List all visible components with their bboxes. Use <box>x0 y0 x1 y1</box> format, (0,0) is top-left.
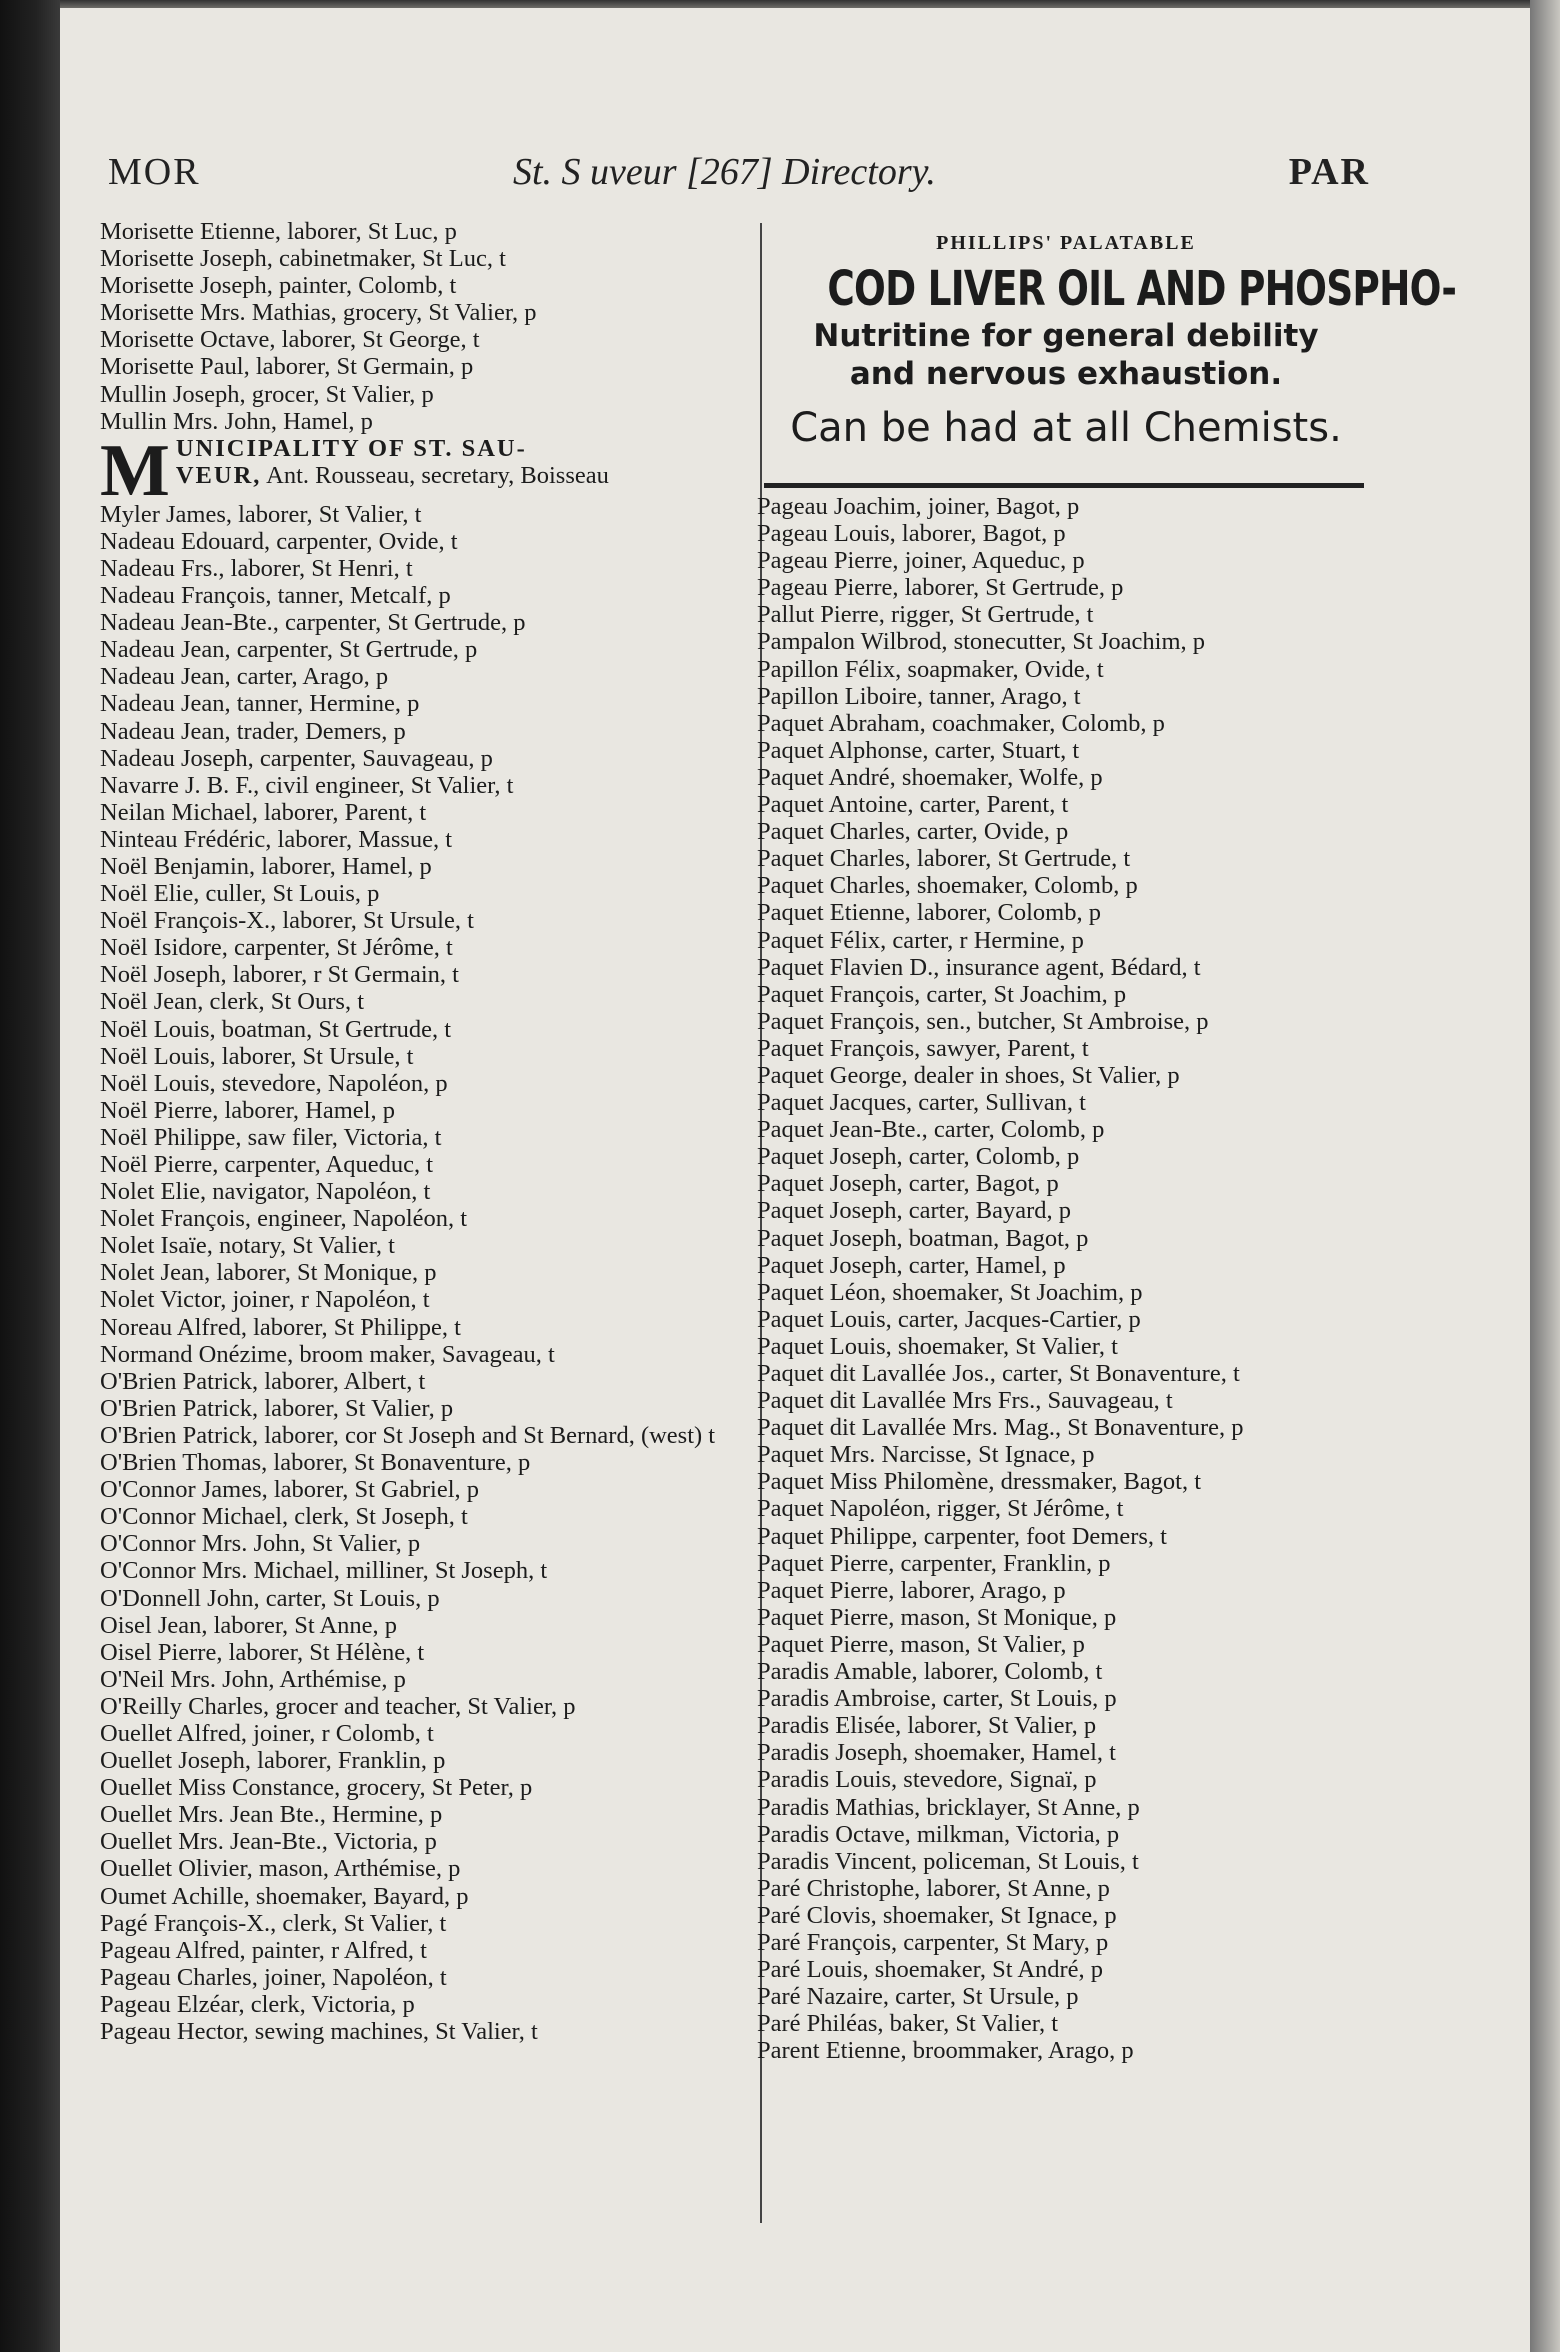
directory-entry: Oisel Pierre, laborer, St Hélène, t <box>100 1638 425 1666</box>
directory-entry: Noël Joseph, laborer, r St Germain, t <box>100 961 459 989</box>
directory-entry: O'Brien Patrick, laborer, St Valier, p <box>100 1394 454 1422</box>
directory-entry: Paquet Joseph, carter, Bagot, p <box>757 1170 1059 1198</box>
directory-entry: Paquet François, sawyer, Parent, t <box>757 1034 1089 1062</box>
directory-entry: Paré Philéas, baker, St Valier, t <box>757 2010 1059 2038</box>
ad-brand: PHILLIPS' PALATABLE <box>936 232 1196 254</box>
directory-entry: Noël Louis, stevedore, Napoléon, p <box>100 1069 448 1097</box>
directory-entry: O'Donnell John, carter, St Louis, p <box>100 1584 440 1612</box>
directory-entry: O'Connor Mrs. John, St Valier, p <box>100 1530 421 1558</box>
municipality-heading-bold: VEUR, <box>175 461 262 489</box>
header-right-guide: PAR <box>1288 151 1370 193</box>
directory-entry: Morisette Joseph, cabinetmaker, St Luc, t <box>100 245 506 273</box>
directory-entry: Morisette Mrs. Mathias, grocery, St Valier, p <box>100 299 537 327</box>
directory-entry: Noël Benjamin, laborer, Hamel, p <box>100 852 432 880</box>
directory-entry: Noël Pierre, laborer, Hamel, p <box>100 1096 395 1124</box>
directory-entry: O'Connor Michael, clerk, St Joseph, t <box>100 1503 468 1531</box>
directory-entry: Paré François, carpenter, St Mary, p <box>757 1928 1109 1956</box>
directory-entry: Paquet Pierre, laborer, Arago, p <box>757 1576 1066 1604</box>
directory-entry: Paquet Miss Philomène, dressmaker, Bagot, t <box>757 1468 1202 1496</box>
directory-entry: Noël François-X., laborer, St Ursule, t <box>100 907 474 935</box>
directory-entry: Ouellet Miss Constance, grocery, St Peter, p <box>100 1774 533 1802</box>
directory-entry: Neilan Michael, laborer, Parent, t <box>100 798 427 826</box>
directory-entry: Noël Louis, boatman, St Gertrude, t <box>100 1015 452 1043</box>
directory-entry: Pageau Joachim, joiner, Bagot, p <box>757 493 1080 520</box>
directory-entry: Paquet dit Lavallée Mrs. Mag., St Bonaventure, p <box>757 1414 1244 1442</box>
directory-entry: Noël Louis, laborer, St Ursule, t <box>100 1042 414 1070</box>
page-header <box>108 150 1370 210</box>
left-column <box>100 218 750 2045</box>
right-column <box>757 493 1377 2064</box>
directory-entry: Nadeau Joseph, carpenter, Sauvageau, p <box>100 744 493 772</box>
directory-entry: Paradis Ambroise, carter, St Louis, p <box>757 1685 1117 1713</box>
directory-entry: Paquet Abraham, coachmaker, Colomb, p <box>757 709 1165 737</box>
municipality-rest: Ant. Rousseau, secretary, Boisseau <box>261 461 609 489</box>
directory-entry: Noël Pierre, carpenter, Aqueduc, t <box>100 1151 434 1178</box>
directory-entry: Oisel Jean, laborer, St Anne, p <box>100 1611 398 1639</box>
directory-entry: Paquet Louis, shoemaker, St Valier, t <box>757 1332 1118 1360</box>
directory-entry: Myler James, laborer, St Valier, t <box>100 500 422 528</box>
directory-entry: Paquet Charles, shoemaker, Colomb, p <box>757 872 1138 900</box>
directory-entry: Pageau Pierre, joiner, Aqueduc, p <box>757 547 1085 575</box>
directory-entry: Paré Christophe, laborer, St Anne, p <box>757 1874 1110 1902</box>
directory-entry: Paquet Mrs. Narcisse, St Ignace, p <box>757 1441 1095 1469</box>
directory-entry: Ninteau Frédéric, laborer, Massue, t <box>100 825 453 853</box>
left-entries-after <box>100 501 750 2045</box>
directory-entry: Noël Philippe, saw filer, Victoria, t <box>100 1123 442 1151</box>
directory-entry: Nolet Jean, laborer, St Monique, p <box>100 1259 437 1287</box>
directory-entry: Morisette Etienne, laborer, St Luc, p <box>100 218 457 245</box>
directory-entry: Mullin Mrs. John, Hamel, p <box>100 407 373 435</box>
directory-entry: Ouellet Joseph, laborer, Franklin, p <box>100 1747 446 1775</box>
directory-entry: Paquet André, shoemaker, Wolfe, p <box>757 763 1103 791</box>
directory-entry: Paré Clovis, shoemaker, St Ignace, p <box>757 1901 1117 1929</box>
directory-entry: Navarre J. B. F., civil engineer, St Valier, t <box>100 771 514 799</box>
directory-entry: Paquet Joseph, boatman, Bagot, p <box>757 1224 1089 1252</box>
directory-entry: Pageau Louis, laborer, Bagot, p <box>757 520 1066 548</box>
directory-entry: Pageau Hector, sewing machines, St Valier, t <box>100 2018 538 2045</box>
directory-entry: Nolet Victor, joiner, r Napoléon, t <box>100 1286 430 1314</box>
ad-rule <box>764 483 1364 488</box>
directory-entry: Nadeau Frs., laborer, St Henri, t <box>100 554 413 582</box>
directory-entry: Paquet François, carter, St Joachim, p <box>757 980 1127 1008</box>
directory-entry: Ouellet Olivier, mason, Arthémise, p <box>100 1855 461 1883</box>
directory-entry: Paquet Napoléon, rigger, St Jérôme, t <box>757 1495 1124 1523</box>
directory-entry: Paquet Joseph, carter, Hamel, p <box>757 1251 1066 1279</box>
drop-cap: M <box>100 429 170 512</box>
directory-entry: Morisette Paul, laborer, St Germain, p <box>100 353 474 381</box>
directory-entry: Nadeau Edouard, carpenter, Ovide, t <box>100 527 458 555</box>
ad-product: COD LIVER OIL AND PHOSPHO- <box>827 261 1457 317</box>
directory-entry: Paradis Octave, milkman, Victoria, p <box>757 1820 1120 1848</box>
directory-entry: Paradis Louis, stevedore, Signaï, p <box>757 1766 1097 1794</box>
directory-entry: O'Neil Mrs. John, Arthémise, p <box>100 1665 406 1693</box>
directory-entry: Noël Elie, culler, St Louis, p <box>100 880 380 908</box>
directory-entry: O'Brien Patrick, laborer, cor St Joseph and St Bernard, (west) t <box>100 1421 716 1449</box>
directory-entry: Nadeau Jean-Bte., carpenter, St Gertrude, p <box>100 609 526 637</box>
directory-entry: Paquet Jacques, carter, Sullivan, t <box>757 1089 1086 1117</box>
directory-entry: O'Reilly Charles, grocer and teacher, St Valier, p <box>100 1692 576 1720</box>
directory-entry: Paquet dit Lavallée Jos., carter, St Bonaventure, t <box>757 1360 1240 1387</box>
directory-entry: Paradis Amable, laborer, Colomb, t <box>757 1658 1103 1686</box>
directory-entry: Paquet Joseph, carter, Bayard, p <box>757 1197 1072 1225</box>
directory-entry: O'Brien Thomas, laborer, St Bonaventure, p <box>100 1449 531 1477</box>
directory-entry: Noël Jean, clerk, St Ours, t <box>100 988 364 1016</box>
directory-entry: Morisette Octave, laborer, St George, t <box>100 326 480 354</box>
directory-entry: Nolet Elie, navigator, Napoléon, t <box>100 1178 431 1206</box>
left-entries-before <box>100 218 750 435</box>
directory-entry: Pagé François-X., clerk, St Valier, t <box>100 1909 447 1937</box>
directory-entry: Paquet Louis, carter, Jacques-Cartier, p <box>757 1305 1141 1333</box>
directory-entry: Paquet Félix, carter, r Hermine, p <box>757 926 1084 954</box>
directory-entry: Pageau Elzéar, clerk, Victoria, p <box>100 1990 415 2018</box>
directory-entry: Paquet Charles, carter, Ovide, p <box>757 818 1069 846</box>
directory-entry: Paradis Mathias, bricklayer, St Anne, p <box>757 1793 1140 1821</box>
directory-entry: Nolet Isaïe, notary, St Valier, t <box>100 1232 395 1260</box>
directory-entry: Ouellet Mrs. Jean-Bte., Victoria, p <box>100 1828 437 1856</box>
directory-entry: Pageau Charles, joiner, Napoléon, t <box>100 1963 447 1991</box>
directory-entry: Paquet Pierre, carpenter, Franklin, p <box>757 1549 1111 1577</box>
directory-entry: Paquet Flavien D., insurance agent, Bédard, t <box>757 953 1201 981</box>
directory-entry: Paré Nazaire, carter, St Ursule, p <box>757 1983 1079 2011</box>
ad-line-1: Nutritine for general debility <box>813 318 1319 354</box>
directory-entry: Paquet Léon, shoemaker, St Joachim, p <box>757 1278 1143 1306</box>
directory-entry: Paquet dit Lavallée Mrs Frs., Sauvageau, t <box>757 1387 1173 1415</box>
directory-entry: Nadeau François, tanner, Metcalf, p <box>100 582 451 610</box>
directory-entry: Nadeau Jean, carter, Arago, p <box>100 663 389 691</box>
header-title: St. S uveur [267] Directory. <box>513 151 936 193</box>
directory-entry: Paradis Vincent, policeman, St Louis, t <box>757 1847 1139 1875</box>
directory-entry: Paquet George, dealer in shoes, St Valier, p <box>757 1061 1180 1089</box>
municipality-heading: UNICIPALITY OF ST. SAU- <box>175 434 527 462</box>
municipality-entry <box>100 429 750 512</box>
directory-entry: O'Connor James, laborer, St Gabriel, p <box>100 1476 480 1504</box>
directory-entry: Ouellet Mrs. Jean Bte., Hermine, p <box>100 1801 443 1829</box>
directory-entry: Pallut Pierre, rigger, St Gertrude, t <box>757 601 1094 629</box>
directory-entry: Paré Louis, shoemaker, St André, p <box>757 1956 1104 1984</box>
advertisement <box>760 218 1457 488</box>
directory-entry: Pageau Alfred, painter, r Alfred, t <box>100 1936 427 1964</box>
directory-entry: Paquet Philippe, carpenter, foot Demers, t <box>757 1522 1167 1550</box>
directory-entry: Mullin Joseph, grocer, St Valier, p <box>100 380 434 408</box>
directory-entry: Paquet Alphonse, carter, Stuart, t <box>757 736 1080 764</box>
ad-line-3: Can be had at all Chemists. <box>790 405 1342 451</box>
book-binding-edge <box>0 0 60 2352</box>
directory-entry: Paquet Antoine, carter, Parent, t <box>757 791 1069 819</box>
directory-entry: Nadeau Jean, carpenter, St Gertrude, p <box>100 636 478 664</box>
directory-entry: Paquet Pierre, mason, St Monique, p <box>757 1603 1117 1631</box>
directory-entry: Pageau Pierre, laborer, St Gertrude, p <box>757 574 1124 602</box>
directory-entry: Parent Etienne, broommaker, Arago, p <box>757 2037 1134 2065</box>
directory-entry: Nolet François, engineer, Napoléon, t <box>100 1205 468 1233</box>
directory-entry: Normand Onézime, broom maker, Savageau, t <box>100 1340 555 1368</box>
directory-entry: Paquet Etienne, laborer, Colomb, p <box>757 899 1101 927</box>
directory-entry: Ouellet Alfred, joiner, r Colomb, t <box>100 1719 434 1747</box>
directory-entry: O'Connor Mrs. Michael, milliner, St Joseph, t <box>100 1557 548 1585</box>
directory-entry: Paquet Charles, laborer, St Gertrude, t <box>757 845 1131 873</box>
directory-entry: Papillon Liboire, tanner, Arago, t <box>757 682 1081 710</box>
directory-entry: Oumet Achille, shoemaker, Bayard, p <box>100 1882 469 1910</box>
page-right-edge <box>1530 0 1560 2352</box>
directory-entry: Noreau Alfred, laborer, St Philippe, t <box>100 1313 461 1341</box>
directory-entry: Paquet Pierre, mason, St Valier, p <box>757 1630 1085 1658</box>
directory-entry: Nadeau Jean, tanner, Hermine, p <box>100 690 420 718</box>
ad-line-2: and nervous exhaustion. <box>849 356 1283 392</box>
directory-entry: Morisette Joseph, painter, Colomb, t <box>100 272 457 300</box>
directory-entry: Paradis Elisée, laborer, St Valier, p <box>757 1712 1097 1740</box>
directory-entry: Nadeau Jean, trader, Demers, p <box>100 717 406 745</box>
directory-entry: Paradis Joseph, shoemaker, Hamel, t <box>757 1739 1116 1767</box>
header-left-guide: MOR <box>108 151 201 193</box>
directory-entry: Paquet Joseph, carter, Colomb, p <box>757 1143 1080 1171</box>
directory-entry: Paquet Jean-Bte., carter, Colomb, p <box>757 1116 1105 1144</box>
directory-entry: Paquet François, sen., butcher, St Ambroise, p <box>757 1007 1209 1035</box>
directory-entry: O'Brien Patrick, laborer, Albert, t <box>100 1367 426 1395</box>
directory-entry: Papillon Félix, soapmaker, Ovide, t <box>757 655 1104 683</box>
directory-entry: Noël Isidore, carpenter, St Jérôme, t <box>100 934 453 962</box>
directory-entry: Pampalon Wilbrod, stonecutter, St Joachim, p <box>757 628 1206 656</box>
